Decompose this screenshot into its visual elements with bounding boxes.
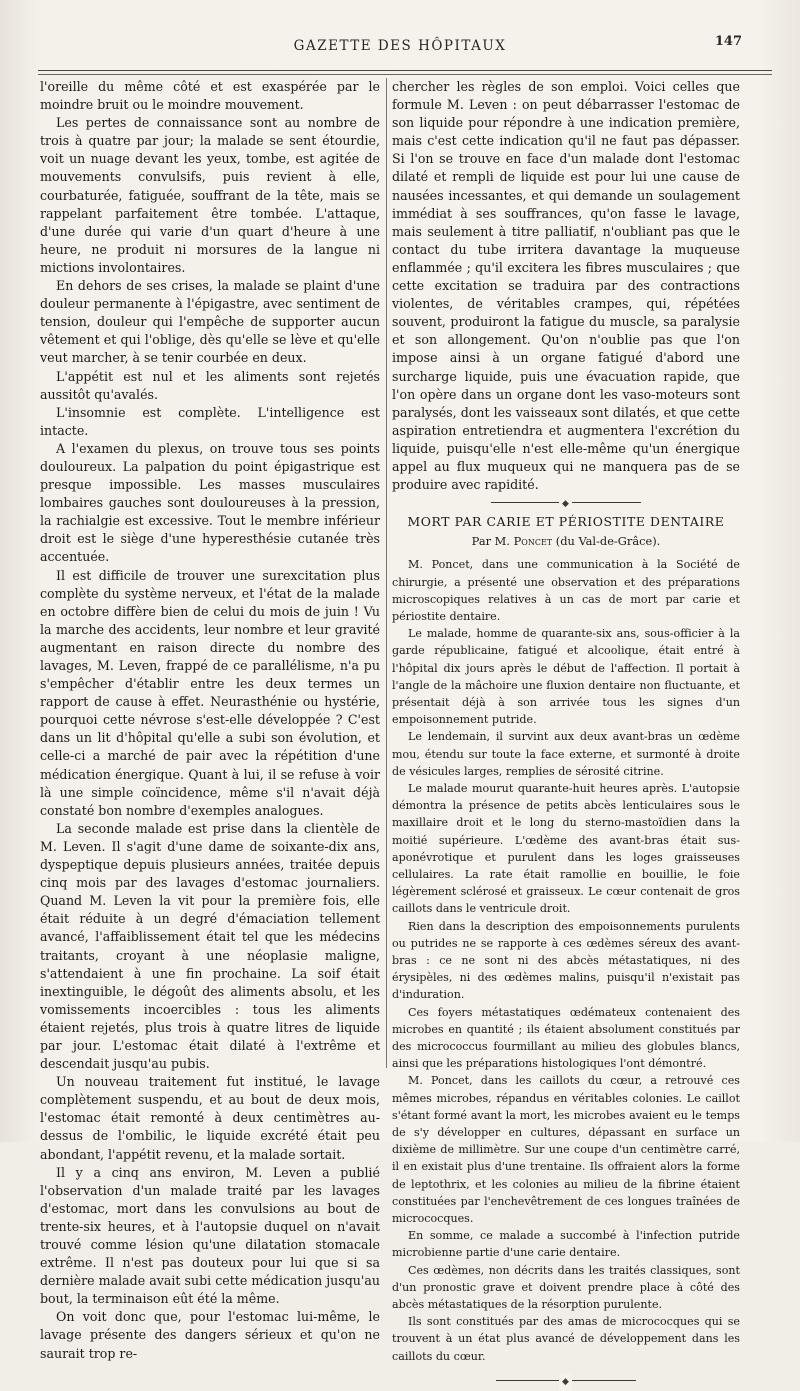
paragraph: Le malade mourut quarante-huit heures après. L'autopsie démontra la présence de petits abcès lenticulaires sous le maxillaire droit et le long du sterno-mastoïdien dans la moitié supérieure. L'œdème des avant-bras était sus-aponévrotique et purulent dans les loges graisseuses cellulaires. La rate était ramollie en bouillie, le foie légèrement sclérosé et graisseux. Le cœur contenait de gros caillots dans le ventricule droit. [392, 781, 740, 916]
paragraph: L'insomnie est complète. L'intelligence est intacte. [40, 404, 380, 438]
paragraph: M. Poncet, dans les caillots du cœur, a retrouvé ces mêmes microbes, répandus en véritables colonies. Le caillot s'étant formé avant la mort, les microbes avaient eu le temps de s'y développer en cultures, dépassant en surface un dixième de millimètre. Sur une coupe d'un centimètre carré, il en existait plus d'une trentaine. Ils offraient alors la forme de leptothrix, et les colonies au milieu de la fibrine étaient constituées par l'enchevêtrement de ces longues traînées de micrococques. [392, 1074, 740, 1226]
header-rule-thin [38, 74, 772, 75]
section-body [392, 556, 740, 1365]
paragraph: Ces œdèmes, non décrits dans les traités classiques, sont d'un pronostic grave et doivent prendre place à côté des abcès métastatiques de la résorption purulente. [392, 1263, 740, 1312]
paragraph: Un nouveau traitement fut institué, le lavage complètement suspendu, et au bout de deux mois, l'estomac était remonté à deux centimètres au-dessus de l'ombilic, le liquide excrété était peu abondant, l'appétit revenu, et la malade sortait. [40, 1074, 380, 1162]
paragraph: M. Poncet, dans une communication à la Société de chirurgie, a présenté une observation et des préparations microscopiques relatives à un cas de mort par carie et périostite dentaire. [392, 558, 740, 623]
paragraph: En somme, ce malade a succombé à l'infection putride microbienne partie d'une carie dentaire. [392, 1229, 740, 1260]
paragraph: L'appétit est nul et les aliments sont rejetés aussitôt qu'avalés. [40, 368, 380, 402]
paragraph: On voit donc que, pour l'estomac lui-même, le lavage présente des dangers sérieux et qu'on ne saurait trop re- [40, 1309, 380, 1361]
page-header [30, 30, 770, 70]
paragraph: Le malade, homme de quarante-six ans, sous-officier à la garde républicaine, fatigué et alcoolique, était entré à l'hôpital dix jours après le début de l'affection. Il portait à l'angle de la mâchoire une fluxion dentaire non fluctuante, et présentait déjà à son arrivée tous les signes d'un empoisonnement putride. [392, 627, 740, 727]
page-number: 147 [714, 34, 742, 49]
paragraph: l'oreille du même côté et est exaspérée par le moindre bruit ou le moindre mouvement. [40, 79, 380, 113]
paragraph: Il y a cinq ans environ, M. Leven a publié l'observation d'un malade traité par les lavages d'estomac, mort dans les convulsions au bout de trente-six heures, et à l'autopsie duquel on n'avait trouvé comme lésion qu'une dilatation stomacale extrême. Il n'est pas douteux pour lui que si sa dernière malade avait subi cette médication jusqu'au bout, la terminaison eût été la même. [40, 1164, 380, 1307]
end-separator [496, 1375, 636, 1385]
header-rule [38, 70, 772, 71]
journal-title: GAZETTE DES HÔPITAUX [293, 38, 507, 54]
section-author [392, 532, 740, 550]
section-title: MORT PAR CARIE ET PÉRIOSTITE DENTAIRE [407, 514, 725, 530]
paragraph: En dehors de ses crises, la malade se plaint d'une douleur permanente à l'épigastre, avec sentiment de tension, douleur qui l'empêche de supporter aucun vêtement et qui l'oblige, dès qu'elle se lève et qu'elle veut marcher, à se tenir courbée en deux. [40, 278, 380, 366]
author-prefix: Par M. [471, 534, 510, 549]
right-column [392, 78, 740, 1385]
paragraph: chercher les règles de son emploi. Voici celles que formule M. Leven : on peut débarrasser l'estomac de son liquide pour répondre à une indication première, mais c'est cette indication qu'il ne faut pas dépasser. Si l'on se trouve en face d'un malade dont l'estomac dilaté et rempli de liquide est pour lui une cause de nausées incessantes, et qui demande un soulagement immédiat à ses souffrances, qu'on fasse le lavage, mais seulement à titre palliatif, n'oubliant pas que le contact du tube irritera davantage la muqueuse enflammée ; qu'il excitera les fibres musculaires ; que cette excitation se traduira par des contractions violentes, de véritables crampes, qui, répétées souvent, produiront la fatigue du muscle, sa paralysie et son allongement. Qu'on n'oublie pas que l'on impose ainsi à un organe fatigué d'abord une surcharge liquide, puis une évacuation rapide, que l'on opère dans un organe dont les vaso-moteurs sont paralysés, dont les vaisseaux sont dilatés, et que cette aspiration entretiendra et augmentera l'excrétion du liquide, puisqu'elle n'est elle-même qu'un énergique appel au flux muqueux qui ne manquera pas de se produire avec rapidité. [392, 79, 740, 493]
paragraph: A l'examen du plexus, on trouve tous ses points douloureux. La palpation du point épigastrique est presque impossible. Les masses musculaires lombaires gauches sont douloureuses à la pression, la rachialgie est excessive. Tout le membre inférieur droit est le siège d'une hyperesthésie cutanée très accentuée. [40, 440, 380, 565]
paragraph: Le lendemain, il survint aux deux avant-bras un œdème mou, étendu sur toute la face externe, et surmonté à droite de vésicules larges, remplies de sérosité citrine. [392, 730, 740, 778]
author-suffix: (du Val-de-Grâce). [555, 534, 661, 549]
paragraph: Rien dans la description des empoisonnements purulents ou putrides ne se rapporte à ces œdèmes séreux des avant-bras : ce ne sont ni des abcès métastatiques, ni des érysipèles, ni des œdèmes malins, puisqu'il n'existait pas d'induration. [392, 919, 740, 1002]
paragraph: La seconde malade est prise dans la clientèle de M. Leven. Il s'agit d'une dame de soixante-dix ans, dyspeptique depuis plusieurs années, traitée depuis cinq mois par des lavages d'estomac journaliers. Quand M. Leven la vit pour la première fois, elle était réduite à un degré d'émaciation tellement avancé, l'affaiblissement était tel que les médecins traitants, croyant à une néoplasie maligne, s'attendaient à une fin prochaine. La soif était inextinguible, le dégoût des aliments absolu, et les vomissements incoercibles : tous les aliments étaient rejetés, plus trois à quatre litres de liquide par jour. L'estomac était dilaté à l'extrême et descendait jusqu'au pubis. [40, 820, 380, 1072]
author-name: Poncet [513, 534, 553, 549]
paragraph: Ils sont constitués par des amas de micrococques qui se trouvent à un état plus avancé de développement dans les caillots du cœur. [392, 1315, 740, 1363]
left-column [40, 78, 380, 1363]
section-separator [491, 497, 641, 507]
paragraph: Il est difficile de trouver une surexcitation plus complète du système nerveux, et l'état de la malade en octobre diffère bien de celui du mois de juin ! Vu la marche des accidents, leur nombre et leur gravité augmentant en raison directe du nombre des lavages, M. Leven, frappé de ce parallélisme, n'a pu s'empêcher d'établir entre les deux termes un rapport de cause à effet. Neurasthénie ou hystérie, pourquoi cette névrose s'est-elle développée ? C'est dans un lit d'hôpital qu'elle a subi son évolution, et celle-ci a marché de pair avec la répétition d'une médication énergique. Quant à lui, il se refuse à voir là une simple coïncidence, même s'il n'avait déjà constaté bon nombre d'exemples analogues. [40, 567, 380, 818]
paragraph: Ces foyers métastatiques œdémateux contenaient des microbes en quantité ; ils étaient absolument constitués par des micrococcus fourmillant au milieu des globules blancs, ainsi que les préparations histologiques l'ont démontré. [392, 1005, 740, 1071]
column-divider [386, 78, 387, 1068]
paragraph: Les pertes de connaissance sont au nombre de trois à quatre par jour; la malade se sent étourdie, voit un nuage devant les yeux, tombe, est agitée de mouvements convulsifs, puis revient à elle, courbaturée, fatiguée, souffrant de la tête, mais se rappelant parfaitement être tombée. L'attaque, d'une durée qui varie d'un quart d'heure à une heure, ne produit ni morsures de la langue ni mictions involontaires. [40, 115, 380, 275]
